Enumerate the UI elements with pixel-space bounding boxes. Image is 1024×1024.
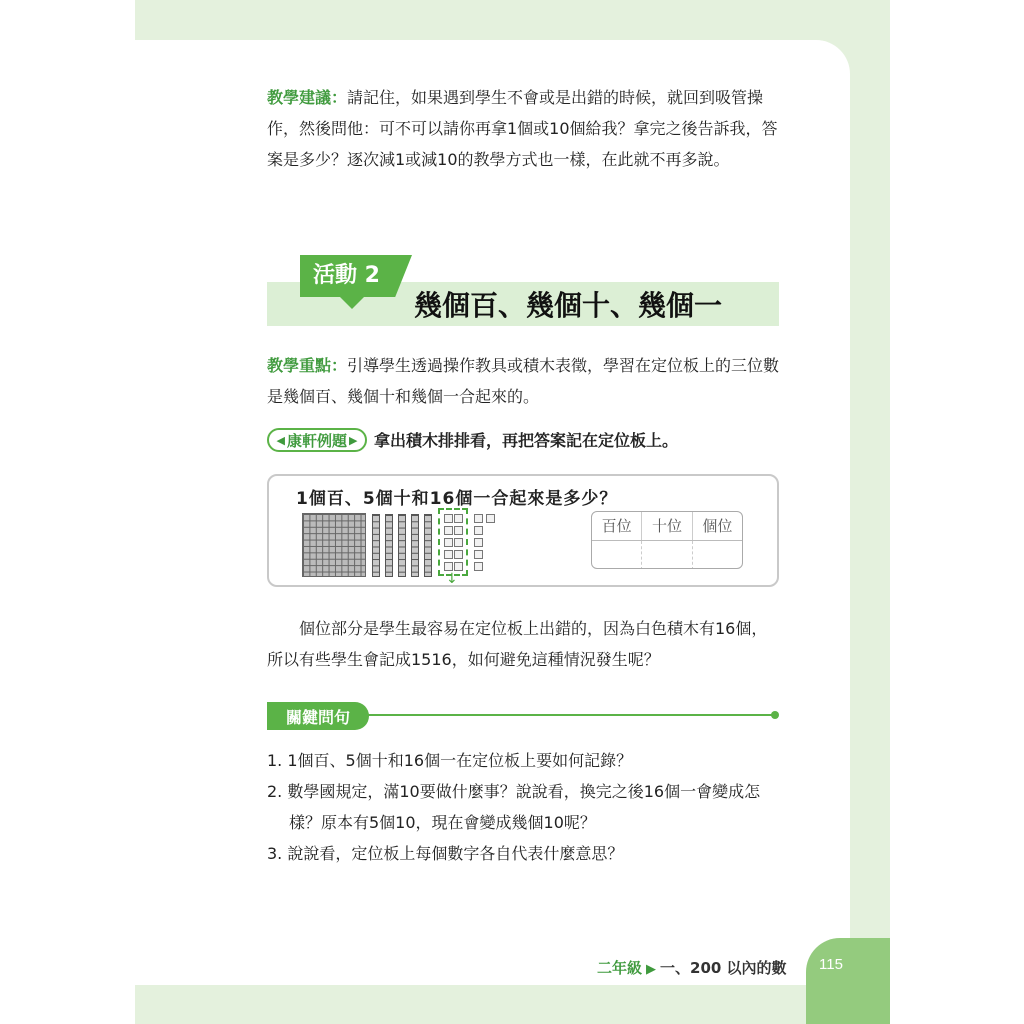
place-value-board	[591, 511, 743, 569]
unit-cube-block	[474, 562, 483, 571]
unit-cube-block	[454, 514, 463, 523]
unit-cube-block	[454, 538, 463, 547]
teaching-focus	[267, 350, 782, 412]
example-tag-label: 康軒例題	[286, 431, 347, 450]
place-value-cell-hundreds	[592, 541, 641, 569]
activity-tab-label: 活動 2	[313, 263, 380, 288]
unit-cube-block	[444, 514, 453, 523]
discussion-paragraph: 個位部分是學生最容易在定位板上出錯的，因為白色積木有16個，所以有些學生會記成1516，如何避免這種情況發生呢？	[267, 619, 768, 669]
place-value-header-tens: 十位	[641, 512, 691, 540]
unit-cube-block	[444, 526, 453, 535]
key-question-item: 3. 說說看，定位板上每個數字各自代表什麼意思？	[267, 844, 624, 863]
key-questions-rule-dot	[771, 711, 779, 719]
problem-question: 1個百、5個十和16個一合起來是多少？	[296, 489, 618, 509]
ten-rod-block	[424, 514, 432, 577]
key-questions-label: 關鍵問句	[267, 702, 369, 730]
down-arrow-icon: ↓	[446, 571, 458, 587]
unit-cube-block	[474, 538, 483, 547]
unit-cube-block	[454, 550, 463, 559]
hundred-flat-block	[302, 513, 366, 577]
unit-cube-block	[486, 514, 495, 523]
unit-cube-block	[474, 514, 483, 523]
example-tag	[267, 428, 367, 452]
unit-cube-block	[474, 550, 483, 559]
unit-cube-block	[444, 562, 453, 571]
teaching-suggestion	[267, 82, 782, 175]
activity-tab-pointer	[340, 297, 364, 309]
unit-cube-block	[474, 526, 483, 535]
footer-grade: 二年級	[597, 959, 643, 977]
unit-cube-block	[444, 550, 453, 559]
teaching-focus-label: 教學重點：	[267, 356, 348, 375]
ten-rod-block	[398, 514, 406, 577]
page-number: 115	[819, 956, 843, 973]
ten-rod-block	[372, 514, 380, 577]
teaching-suggestion-label: 教學建議：	[267, 88, 348, 107]
left-triangle-icon: ◀	[276, 433, 285, 447]
place-value-header-hundreds: 百位	[601, 517, 632, 535]
ten-rod-block	[411, 514, 419, 577]
place-value-header-ones: 個位	[692, 512, 742, 540]
footer-breadcrumb	[597, 957, 787, 978]
teaching-suggestion-text: 請記住，如果遇到學生不會或是出錯的時候，就回到吸管操作，然後問他：可不可以請你再拿1個或10個給我？拿完之後告訴我，答案是多少？逐次減1或減10的教學方式也一樣，在此就不再多說。	[267, 88, 778, 169]
right-triangle-icon: ▶	[349, 433, 358, 447]
footer-chapter: 一、200 以內的數	[660, 959, 787, 977]
place-value-cell-tens	[641, 541, 691, 569]
place-value-cell-ones	[692, 541, 742, 569]
teaching-focus-text: 引導學生透過操作教具或積木表徵，學習在定位板上的三位數是幾個百、幾個十和幾個一合起來的。	[267, 356, 780, 406]
page-number-tab	[806, 938, 890, 1024]
unit-cube-block	[444, 538, 453, 547]
unit-cube-block	[454, 526, 463, 535]
breadcrumb-arrow-icon: ▶	[646, 962, 657, 977]
key-question-item: 2. 數學國規定，滿10要做什麼事？說說看，換完之後16個一會變成怎樣？原本有5個10，現在會變成幾個10呢？	[267, 782, 761, 832]
ten-rod-block	[385, 514, 393, 577]
key-questions-rule	[364, 714, 774, 716]
key-questions-list	[267, 745, 782, 869]
key-question-item: 1. 1個百、5個十和16個一在定位板上要如何記錄？	[267, 751, 633, 770]
example-instruction: 拿出積木排排看，再把答案記在定位板上。	[374, 431, 679, 450]
regroup-highlight-box	[438, 508, 468, 576]
unit-cube-block	[454, 562, 463, 571]
activity-title: 幾個百、幾個十、幾個一	[414, 289, 723, 322]
